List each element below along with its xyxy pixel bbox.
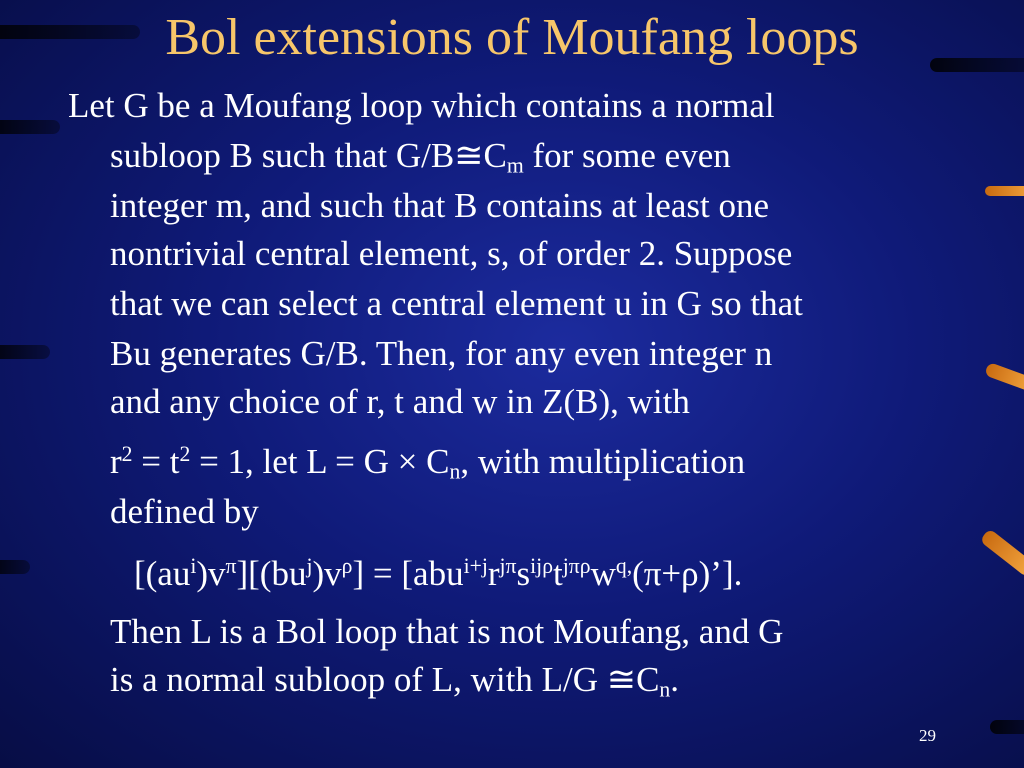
decorative-stripe-orange bbox=[979, 528, 1024, 578]
superscript: jπ bbox=[499, 554, 517, 579]
body-line bbox=[110, 608, 783, 656]
body-line bbox=[110, 330, 772, 378]
body-line bbox=[110, 230, 792, 278]
body-line bbox=[110, 378, 690, 426]
decorative-stripe bbox=[0, 560, 30, 574]
body-text: integer m, and such that B contains at least one bbox=[110, 186, 769, 225]
body-text: = 1, let L = G × C bbox=[190, 442, 450, 481]
decorative-stripe-orange bbox=[984, 362, 1024, 392]
body-text: nontrivial central element, s, of order 2. Suppose bbox=[110, 234, 793, 273]
body-text: subloop B such that G/B≅C bbox=[110, 136, 507, 175]
superscript: ijρ bbox=[530, 554, 554, 579]
decorative-stripe bbox=[0, 120, 60, 134]
body-text: Then L is a Bol loop that is not Moufang, and G bbox=[110, 612, 784, 651]
body-line bbox=[110, 132, 731, 180]
body-text: Bu generates G/B. Then, for any even integer n bbox=[110, 334, 773, 373]
body-text: that we can select a central element u in G so that bbox=[110, 284, 803, 323]
formula-part: )v bbox=[312, 554, 342, 593]
superscript: q, bbox=[615, 554, 633, 579]
body-line bbox=[110, 656, 679, 704]
body-text: and any choice of r, t and w in Z(B), with bbox=[110, 382, 690, 421]
superscript: i+j bbox=[463, 554, 488, 579]
body-text: , with multiplication bbox=[460, 442, 746, 481]
body-text: for some even bbox=[523, 136, 731, 175]
body-line bbox=[110, 488, 259, 536]
decorative-stripe-orange bbox=[985, 186, 1024, 196]
superscript: jπρ bbox=[562, 554, 591, 579]
page-number: 29 bbox=[919, 726, 936, 745]
superscript: ρ bbox=[341, 554, 353, 579]
subscript: n bbox=[659, 677, 671, 702]
decorative-stripe bbox=[0, 345, 50, 359]
decorative-stripe bbox=[990, 720, 1024, 734]
body-line bbox=[110, 438, 745, 486]
body-text: = t bbox=[132, 442, 180, 481]
body-line bbox=[68, 82, 775, 130]
formula-part: ] = [abu bbox=[352, 554, 464, 593]
subscript: n bbox=[449, 459, 461, 484]
superscript: 2 bbox=[121, 442, 133, 467]
body-text: is a normal subloop of L, with L/G ≅C bbox=[110, 660, 660, 699]
superscript: π bbox=[225, 554, 237, 579]
body-text: . bbox=[670, 660, 680, 699]
formula-part: (π+ρ)’]. bbox=[632, 554, 743, 593]
superscript: j bbox=[306, 554, 313, 579]
superscript: 2 bbox=[179, 442, 191, 467]
body-text: defined by bbox=[110, 492, 259, 531]
slide-title: Bol extensions of Moufang loops bbox=[165, 9, 859, 66]
formula-part: t bbox=[553, 554, 563, 593]
body-text: r bbox=[110, 442, 122, 481]
formula-part: w bbox=[590, 554, 616, 593]
formula-part: [(au bbox=[134, 554, 191, 593]
formula-part: )v bbox=[196, 554, 226, 593]
formula-part: r bbox=[487, 554, 500, 593]
superscript: i bbox=[190, 554, 197, 579]
body-line bbox=[110, 182, 769, 230]
formula-part: s bbox=[516, 554, 531, 593]
subscript: m bbox=[506, 153, 524, 178]
formula-part: ][(bu bbox=[236, 554, 307, 593]
body-line bbox=[110, 280, 803, 328]
formula bbox=[134, 550, 742, 598]
body-text: Let G be a Moufang loop which contains a normal bbox=[68, 86, 775, 125]
